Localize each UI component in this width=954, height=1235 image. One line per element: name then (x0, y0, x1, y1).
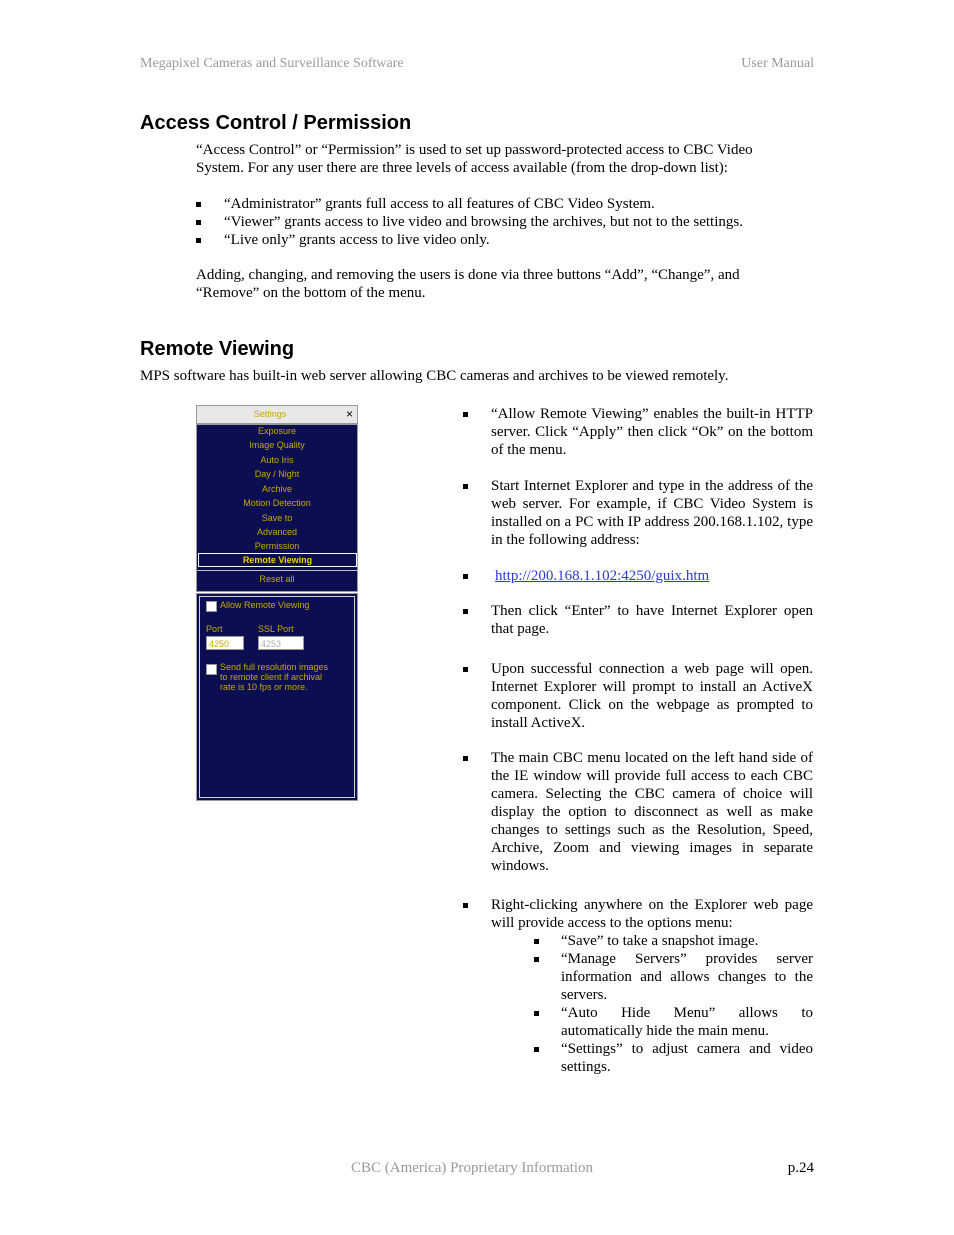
header-right: User Manual (741, 56, 814, 71)
bullet-icon (196, 238, 201, 243)
sub-list-item: “Manage Servers” provides server information and allows changes to the servers. (534, 950, 813, 1004)
bullet-icon (463, 412, 468, 417)
port-input[interactable]: 4250 (206, 636, 244, 650)
section-title-access: Access Control / Permission (140, 112, 412, 134)
options-frame (199, 596, 355, 798)
close-icon[interactable]: × (345, 407, 353, 421)
menu-item-day-night[interactable]: Day / Night (254, 469, 300, 479)
remote-viewing-options (196, 593, 358, 801)
bullet-icon (534, 939, 539, 944)
menu-divider (197, 570, 357, 571)
menu-item-reset-all[interactable]: Reset all (259, 574, 295, 584)
access-outro: Adding, changing, and removing the users is done via three buttons “Add”, “Change”, and “Remove” on the bottom of the menu. (196, 267, 740, 301)
list-item: “Allow Remote Viewing” enables the built-in HTTP server. Click “Apply” then click “Ok” on the bottom of the menu. (463, 405, 813, 459)
sub-list-item: “Save” to take a snapshot image. (534, 932, 813, 950)
port-label: Port (206, 624, 223, 634)
bullet-icon (196, 202, 201, 207)
settings-menu (196, 424, 358, 592)
bullet-icon (463, 667, 468, 672)
list-item: “Administrator” grants full access to all features of CBC Video System. (196, 195, 816, 213)
bullet-icon (463, 756, 468, 761)
bullet-icon (534, 957, 539, 962)
menu-item-advanced[interactable]: Advanced (256, 527, 298, 537)
access-bullet-list (196, 195, 816, 249)
menu-item-archive[interactable]: Archive (261, 484, 292, 494)
sub-list-item: “Settings” to adjust camera and video settings. (534, 1040, 813, 1076)
list-item (463, 567, 813, 585)
menu-item-auto-iris[interactable]: Auto Iris (260, 455, 294, 465)
allow-remote-viewing-label: Allow Remote Viewing (220, 600, 310, 610)
header-left: Megapixel Cameras and Surveillance Software (140, 56, 404, 71)
ssl-port-label: SSL Port (258, 624, 294, 634)
settings-panel (196, 405, 358, 799)
bullet-icon (534, 1011, 539, 1016)
bullet-icon (463, 484, 468, 489)
list-item: The main CBC menu located on the left hand side of the IE window will provide full access to each CBC camera. Selecting the CBC camera of choice will display the option to disconnect as well as make changes to settings such as the Resolution, Speed, Archive, Zoom and viewing images in separate windows. (463, 749, 813, 875)
list-item: Upon successful connection a web page will open. Internet Explorer will prompt to install an ActiveX component. Click on the webpage as prompted to install ActiveX. (463, 660, 813, 732)
send-full-resolution-label: Send full resolution images to remote client if archival rate is 10 fps or more. (220, 662, 329, 692)
footer-proprietary: CBC (America) Proprietary Information (351, 1160, 594, 1176)
page-number: p.24 (787, 1160, 814, 1176)
list-item: “Live only” grants access to live video only. (196, 231, 816, 249)
sub-list-item: “Auto Hide Menu” allows to automatically hide the main menu. (534, 1004, 813, 1040)
section-title-remote: Remote Viewing (140, 338, 295, 360)
bullet-icon (463, 903, 468, 908)
panel-title: Settings (253, 409, 287, 419)
menu-item-permission[interactable]: Permission (254, 541, 300, 551)
menu-item-remote-viewing[interactable]: Remote Viewing (198, 553, 357, 567)
bullet-icon (463, 574, 468, 579)
menu-item-motion-detection[interactable]: Motion Detection (243, 498, 311, 508)
list-item: Then click “Enter” to have Internet Explorer open that page. (463, 602, 813, 638)
access-intro: “Access Control” or “Permission” is used to set up password-protected access to CBC Video System. For any user there are three levels of access available (from the drop-down list): (196, 142, 753, 176)
bullet-icon (196, 220, 201, 225)
list-item: “Viewer” grants access to live video and browsing the archives, but not to the settings. (196, 213, 816, 231)
ssl-port-input[interactable]: 4253 (258, 636, 304, 650)
menu-item-save-to[interactable]: Save to (261, 513, 293, 523)
allow-remote-viewing-checkbox[interactable] (206, 601, 217, 612)
bullet-icon (463, 609, 468, 614)
remote-intro: MPS software has built-in web server allowing CBC cameras and archives to be viewed remotely. (140, 368, 729, 384)
send-full-resolution-checkbox[interactable] (206, 664, 217, 675)
bullet-icon (534, 1047, 539, 1052)
remote-steps (463, 405, 813, 1076)
menu-item-image-quality[interactable]: Image Quality (249, 440, 305, 450)
menu-item-exposure[interactable]: Exposure (257, 426, 297, 436)
guix-link[interactable]: http://200.168.1.102:4250/guix.htm (495, 568, 710, 584)
panel-titlebar (196, 405, 358, 424)
list-item: Start Internet Explorer and type in the address of the web server. For example, if CBC Video System is installed on a PC with IP address 200.168.1.102, type in the following address: (463, 477, 813, 549)
list-item: Right-clicking anywhere on the Explorer web page will provide access to the options menu: (463, 896, 813, 932)
